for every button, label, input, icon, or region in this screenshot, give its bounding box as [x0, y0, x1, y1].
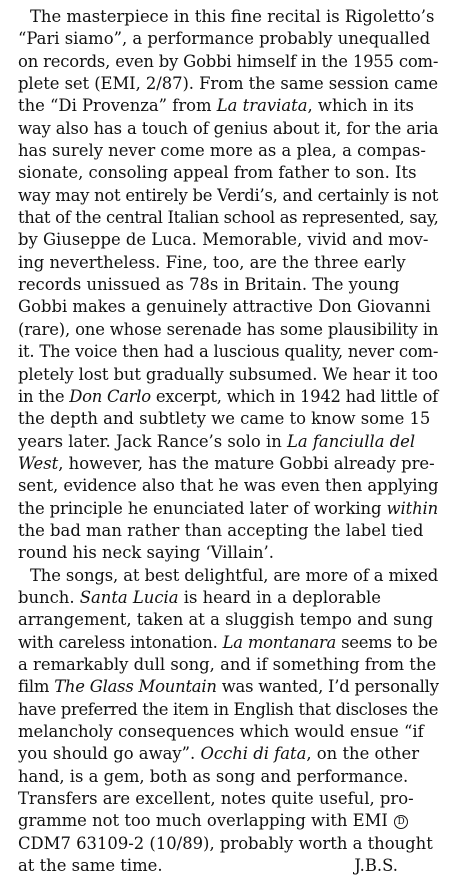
text-run: that of the central Italian school as represented, say, [18, 208, 439, 228]
text-line [18, 6, 438, 28]
text-run: plete set (EMI, 2/87). From the same session came [18, 74, 439, 94]
text-line [18, 274, 438, 296]
text-line [18, 431, 438, 453]
text-run: is heard in a deplorable [178, 587, 381, 607]
text-line [18, 498, 438, 520]
text-line [18, 855, 438, 877]
italic-title: Santa Lucia [79, 587, 179, 607]
italic-title: Don Carlo [69, 386, 151, 406]
text-run: hand, is a gem, both as song and performance. [18, 766, 409, 786]
text-line [18, 810, 438, 832]
text-line [18, 766, 438, 788]
text-run: the “Di Provenza” from [18, 96, 217, 116]
text-run: sionate, consoling appeal from father to son. Its [18, 163, 417, 183]
italic-title: West [18, 453, 59, 473]
text-line [18, 542, 438, 564]
text-run: way may not entirely be Verdi’s, and certainly is not [18, 185, 439, 205]
text-line [18, 341, 438, 363]
italic-title: La montanara [222, 632, 337, 652]
text-run: was wanted, I’d personally [216, 677, 439, 697]
text-run: “Pari siamo”, a performance probably unequalled [18, 29, 431, 49]
text-run: the depth and subtlety we came to know some 15 [18, 409, 431, 429]
text-line [18, 408, 438, 430]
text-run: round his neck saying ‘Villain’. [18, 543, 274, 563]
text-line [18, 721, 438, 743]
text-line [18, 28, 438, 50]
text-line [18, 95, 438, 117]
text-run: years later. Jack Rance’s solo in [18, 431, 287, 451]
text-line [18, 207, 438, 229]
review-paragraph-1 [18, 6, 438, 565]
text-run: with careless intonation. [18, 632, 223, 652]
text-line [18, 229, 438, 251]
text-run: on records, even by Gobbi himself in the 1955 com- [18, 51, 439, 71]
text-run: Transfers are excellent, notes quite useful, pro- [18, 789, 414, 809]
text-line [18, 296, 438, 318]
text-run: the bad man rather than accepting the label tied [18, 520, 424, 540]
text-line [18, 453, 438, 475]
text-line [18, 364, 438, 386]
text-run: pletely lost but gradually subsumed. We hear it too [18, 364, 438, 384]
phonogram-symbol: D [394, 815, 408, 829]
text-line [18, 319, 438, 341]
text-run: has surely never come more as a plea, a compas- [18, 141, 426, 161]
text-line [18, 743, 438, 765]
italic-title: Occhi di fata [200, 744, 307, 764]
text-run: way also has a touch of genius about it, for the aria [18, 118, 439, 138]
text-line [18, 833, 438, 855]
text-run: film [18, 677, 55, 697]
text-run: , on the other [306, 744, 420, 764]
text-line [18, 386, 438, 408]
text-line [18, 118, 438, 140]
text-run: The masterpiece in this fine recital is Rigoletto’s [30, 7, 435, 26]
text-line [18, 587, 438, 609]
review-paragraph-2 [18, 565, 438, 877]
text-run: sent, evidence also that he was even then applying [18, 476, 439, 496]
text-run: gramme not too much overlapping with EMI [18, 811, 394, 831]
text-run: by Giuseppe de Luca. Memorable, vivid and mov- [18, 230, 429, 250]
text-run: a remarkably dull song, and if something from the [18, 654, 437, 674]
text-run: have preferred the item in English that discloses the [18, 699, 439, 719]
text-line [18, 51, 438, 73]
text-run: excerpt, which in 1942 had little of [150, 386, 438, 406]
italic-title: The Glass Mountain [54, 677, 217, 697]
text-run: arrangement, taken at a sluggish tempo and sung [18, 610, 434, 630]
text-line [18, 699, 438, 721]
text-run: CDM7 63109-2 (10/89), probably worth a thought [18, 833, 433, 853]
italic-title: La traviata [216, 96, 308, 116]
text-line [18, 252, 438, 274]
text-line [18, 609, 438, 631]
text-line [18, 520, 438, 542]
italic-title: within [386, 498, 439, 518]
text-run: in the [18, 386, 70, 406]
text-run: it. The voice then had a luscious quality, never com- [18, 342, 439, 362]
text-line [18, 73, 438, 95]
text-line [18, 140, 438, 162]
text-run: , however, has the mature Gobbi already pre- [58, 453, 435, 473]
text-run: (rare), one whose serenade has some plausibility in [18, 319, 439, 339]
text-run: , which in its [307, 96, 414, 116]
text-line [18, 185, 438, 207]
text-line [18, 632, 438, 654]
text-line [18, 676, 438, 698]
text-line [18, 654, 438, 676]
reviewer-signature: J.B.S. [354, 856, 398, 876]
text-line [18, 162, 438, 184]
text-run: the principle he enunciated later of working [18, 498, 387, 518]
text-run: Gobbi makes a genuinely attractive Don Giovanni [18, 297, 431, 317]
italic-title: La fanciulla del [286, 431, 416, 451]
text-run: at the same time. [18, 856, 163, 876]
text-line [18, 565, 438, 587]
text-run: melancholy consequences which would ensue “if [18, 722, 424, 741]
text-line [18, 788, 438, 810]
text-run: seems to be [336, 632, 438, 652]
text-run: ing nevertheless. Fine, too, are the three early [18, 252, 406, 272]
text-line [18, 475, 438, 497]
text-run: records unissued as 78s in Britain. The young [18, 275, 400, 295]
text-run: bunch. [18, 587, 80, 607]
text-run: The songs, at best delightful, are more of a mixed [30, 565, 439, 585]
text-run: you should go away”. [18, 744, 201, 764]
